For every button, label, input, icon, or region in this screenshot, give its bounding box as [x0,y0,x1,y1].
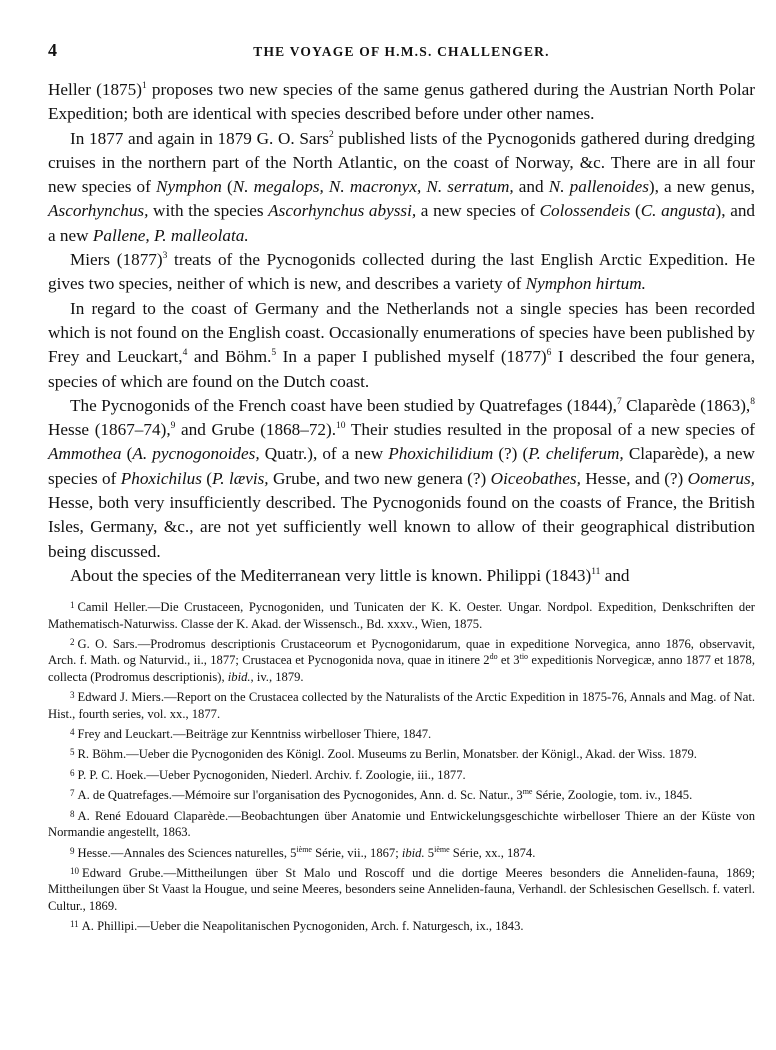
footnote: $^2$ G. O. Sars.—Prodromus descriptionis Crustaceorum et Pycnogonidarum, quae in expeditione Norvegica, anno 1876, observavit, Arch. f. Math. og Naturvid., ii., 1877; Crustacea et Pycnogonida nova, quae in itinere $2^{do}$ et $3^{tio}$ expeditionis Norvegicæ, anno 1877 et 1878, collecta (Prodromus descriptionis), ibid., iv., 1879. [48,637,756,684]
page-number: 4 [48,40,57,60]
footnote: $^1$ Camil Heller.—Die Crustaceen, Pycnogoniden, und Tunicaten der K. K. Oester. Ungar. Nordpol. Expedition, Denkschriften der Mathematisch-Naturwiss. Classe der K. Akad. der Wissensch., Bd. xxxv., Wien, 1875. [48,600,755,631]
paragraph: In 1877 and again in 1879 G. O. Sars$^2$ published lists of the Pycnogonids gathered during dredging cruises in the northern part of the North Atlantic, on the coast of Norway, &c. There are in all four new species of Nymphon (N. megalops, N. macronyx, N. serratum, and N. pallenoides), a new genus, Ascorhynchus, with the species Ascorhynchus abyssi, a new species of Colossendeis (C. angusta), and a new Pallene, P. malleolata. [48,128,756,245]
footnote: $^8$ A. René Edouard Claparède.—Beobachtungen über Anatomie und Entwickelungsgeschichte wirbelloser Thiere an der Küste von Normandie angestellt, 1863. [48,808,755,840]
paragraph: Heller $(1875)^1$ proposes two new species of the same genus gathered during the Austrian North Polar Expedition; both are identical with species described before under other names. [48,80,755,124]
paragraph: About the species of the Mediterranean very little is known. Philippi $(1843)^{11}$ and [70,565,630,585]
footnote: $^5$ R. Böhm.—Ueber die Pycnogoniden des Königl. Zool. Museums zu Berlin, Monatsber. der Königl., Akad. der Wiss. 1879. [70,747,697,762]
running-title: THE VOYAGE OF H.M.S. CHALLENGER. [253,44,550,59]
main-text [48,78,755,588]
footnotes [48,597,755,934]
page-header [48,40,755,70]
footnote: $^7$ A. de Quatrefages.—Mémoire sur l'organisation des Pycnogonides, Ann. d. Sc. Natur., $3^{me}$ Série, Zoologie, tom. iv., 1845. [70,787,693,803]
footnote: $^4$ Frey and Leuckart.—Beiträge zur Kenntniss wirbelloser Thiere, 1847. [70,727,432,742]
footnote: $^9$ Hesse.—Annales des Sciences naturelles, 5ième Série, vii., 1867; ibid. 5ième Série, xx., 1874. [70,844,536,860]
footnote: $^3$ Edward J. Miers.—Report on the Crustacea collected by the Naturalists of the Arctic Expedition in 1875-76, Annals and Mag. of Nat. Hist., fourth series, vol. xx., 1877. [48,690,755,721]
footnote: $^{10}$ Edward Grube.—Mittheilungen über St Malo und Roscoff und die dortige Meeres besonders die Anneliden-fauna, 1869; Mittheilungen über St Vaast la Hougue, und seine Meeres, besonders seine Anneliden-fauna, Verhandl. der Schlesischen Gesellsch. f. vaterl. Cultur., 1869. [48,865,755,913]
paragraph: The Pycnogonids of the French coast have been studied by Quatrefages (1844),$^7$ Claparède (1863),$^8$ Hesse (1867–74),$^9$ and Grube (1868–72).$^{10}$ Their studies resulted in the proposal of a new species of Ammothea (A. pycnogonoides, Quatr.), of a new Phoxichilidium (?) (P. cheliferum, Claparède), a new species of Phoxichilus (P. lævis, Grube, and two new genera (?) Oiceobathes, Hesse, and (?) Oomerus, Hesse, both very insufficiently described. The Pycnogonids found on the coasts of France, the British Isles, Germany, &c., are not yet sufficiently well known to allow of their geographical distribution being discussed. [48,395,756,561]
document-page [48,40,755,937]
footnote: $^{11}$ A. Phillipi.—Ueber die Neapolitanischen Pycnogoniden, Arch. f. Naturgesch, ix., 1843. [70,919,524,934]
paragraph: In regard to the coast of Germany and the Netherlands not a single species has been recorded which is not found on the English coast. Occasionally enumerations of species have been published by Frey and Leuckart,$^4$ and Böhm.$^5$ In a paper I published myself $(1877)^6$ I described the four genera, species of which are found on the Dutch coast. [48,298,755,391]
paragraph: Miers $(1877)^3$ treats of the Pycnogonids collected during the last English Arctic Expedition. He gives two species, neither of which is new, and describes a variety of Nymphon hirtum. [48,250,755,294]
footnote: $^6$ P. P. C. Hoek.—Ueber Pycnogoniden, Niederl. Archiv. f. Zoologie, iii., 1877. [70,767,466,782]
